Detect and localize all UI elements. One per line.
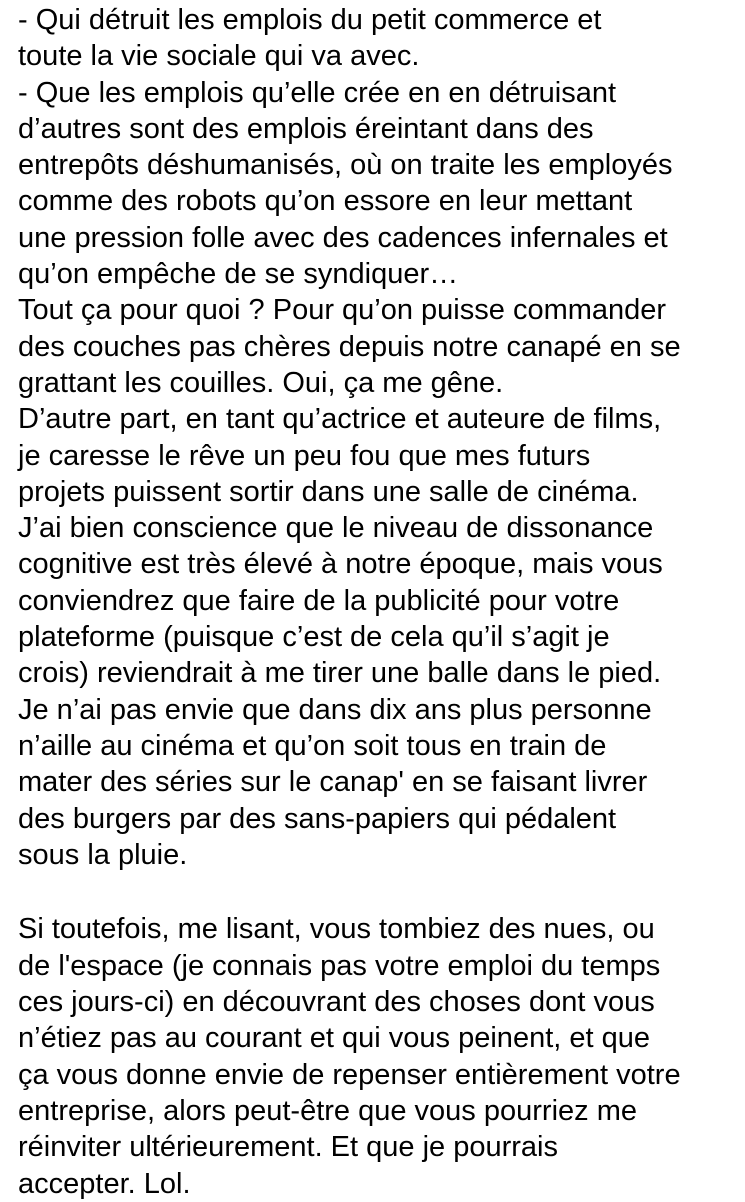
text-line: comme des robots qu’on essore en leur mettant: [18, 185, 633, 218]
text-line: - Qui détruit les emplois du petit commerce et: [18, 4, 602, 36]
text-line: d’autres sont des emplois éreintant dans des: [18, 112, 594, 145]
text-line: de l'espace (je connais pas votre emploi du temps: [18, 949, 661, 982]
text-line: D’autre part, en tant qu’actrice et auteure de films,: [18, 403, 662, 436]
text-line: projets puissent sortir dans une salle de cinéma.: [18, 475, 639, 508]
text-line: qu’on empêche de se syndiquer…: [18, 258, 459, 291]
text-line: mater des séries sur le canap' en se faisant livrer: [18, 766, 648, 799]
text-line: entreprise, alors peut-être que vous pourriez me: [18, 1094, 637, 1127]
text-line: n’aille au cinéma et qu’on soit tous en train de: [18, 729, 607, 762]
text-line: accepter. Lol.: [18, 1167, 191, 1200]
text-line: crois) reviendrait à me tirer une balle dans le pied.: [18, 657, 662, 690]
text-line: Je n’ai pas envie que dans dix ans plus personne: [18, 693, 652, 726]
text-line: n’étiez pas au courant et qui vous peinent, et que: [18, 1022, 650, 1055]
text-line: une pression folle avec des cadences infernales et: [18, 221, 668, 254]
text-line: des burgers par des sans-papiers qui pédalent: [18, 802, 617, 835]
text-line: réinviter ultérieurement. Et que je pourrais: [18, 1131, 558, 1164]
text-line: - Que les emplois qu’elle crée en en détruisant: [18, 76, 617, 109]
text-line: cognitive est très élevé à notre époque, mais vous: [18, 548, 663, 581]
note-paragraph-2: [18, 909, 727, 1201]
text-line: ces jours-ci) en découvrant des choses dont vous: [18, 986, 655, 1019]
text-line: je caresse le rêve un peu fou que mes futurs: [18, 439, 591, 472]
text-line: toute la vie sociale qui va avec.: [18, 40, 420, 73]
text-line: sous la pluie.: [18, 838, 188, 871]
text-line: conviendrez que faire de la publicité pour votre: [18, 584, 620, 617]
text-line: Si toutefois, me lisant, vous tombiez des nues, ou: [18, 913, 655, 946]
text-line: Tout ça pour quoi ? Pour qu’on puisse commander: [18, 294, 667, 327]
text-line: grattant les couilles. Oui, ça me gêne.: [18, 366, 504, 399]
text-line: ça vous donne envie de repenser entièrement votre: [18, 1058, 681, 1091]
paragraph-gap: [18, 873, 727, 909]
text-line: des couches pas chères depuis notre canapé en se: [18, 330, 681, 363]
note-paragraph-1: [18, 0, 727, 873]
text-line: J’ai bien conscience que le niveau de dissonance: [18, 512, 654, 545]
text-line: plateforme (puisque c’est de cela qu’il s’agit je: [18, 621, 610, 654]
text-line: entrepôts déshumanisés, où on traite les employés: [18, 149, 673, 182]
